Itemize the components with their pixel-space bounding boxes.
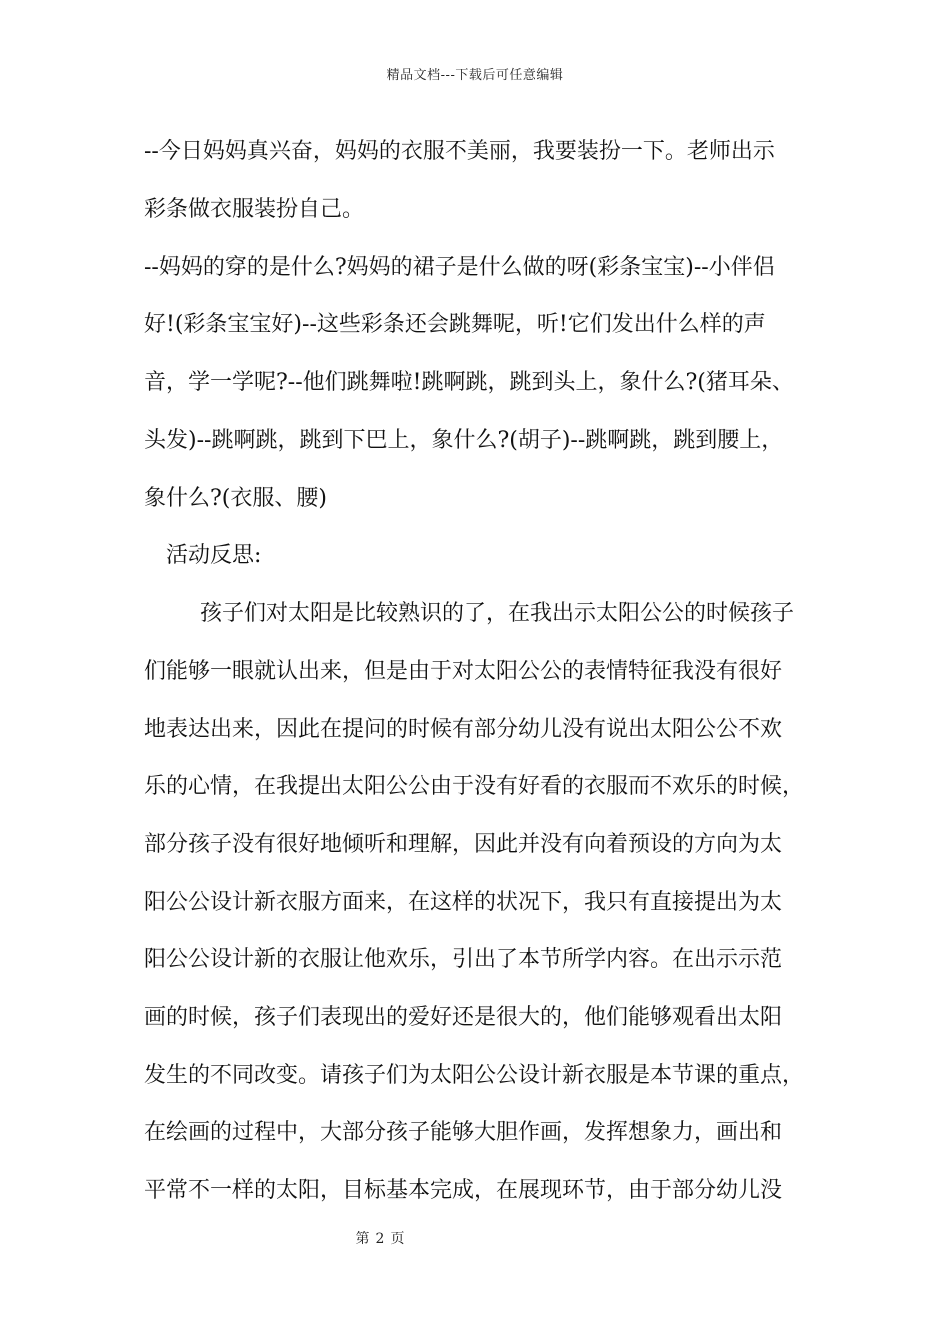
text-line: 阳公公设计新衣服方面来，在这样的状况下，我只有直接提出为太 [144, 890, 783, 915]
text-line: 头发)--跳啊跳，跳到下巴上，象什么?(胡子)--跳啊跳，跳到腰上， [144, 428, 784, 453]
text-line: 象什么?(衣服、腰) [144, 486, 327, 511]
text-line: 彩条做衣服装扮自己。 [144, 197, 365, 222]
text-line: 好!(彩条宝宝好)--这些彩条还会跳舞呢，听!它们发出什么样的声 [144, 312, 766, 337]
page-number: 2 [375, 1231, 385, 1247]
text-line: 平常不一样的太阳，目标基本完成，在展现环节，由于部分幼儿没 [144, 1178, 783, 1203]
page-footer [0, 1228, 760, 1248]
page-prefix: 第 [355, 1231, 370, 1247]
text-line: 部分孩子没有很好地倾听和理解，因此并没有向着预设的方向为太 [144, 832, 783, 857]
paragraph-first-line: 孩子们对太阳是比较熟识的了，在我出示太阳公公的时候孩子 [200, 601, 795, 626]
text-line: 音，学一学呢?--他们跳舞啦!跳啊跳，跳到头上，象什么?(猪耳朵、 [144, 370, 794, 395]
text-line: 地表达出来，因此在提问的时候有部分幼儿没有说出太阳公公不欢 [144, 717, 783, 742]
page-suffix: 页 [390, 1231, 405, 1247]
text-line: --妈妈的穿的是什么?妈妈的裙子是什么做的呀(彩条宝宝)--小伴侣 [144, 255, 775, 280]
text-line: 发生的不同改变。请孩子们为太阳公公设计新衣服是本节课的重点， [144, 1063, 805, 1088]
text-line: 画的时候，孩子们表现出的爱好还是很大的，他们能够观看出太阳 [144, 1005, 783, 1030]
section-heading: 活动反思: [166, 543, 262, 568]
page-header: 精品文档---下载后可任意编辑 [386, 68, 564, 83]
text-line: 阳公公设计新的衣服让他欢乐，引出了本节所学内容。在出示示范 [144, 947, 783, 972]
text-line: 们能够一眼就认出来，但是由于对太阳公公的表情特征我没有很好 [144, 659, 783, 684]
text-line: --今日妈妈真兴奋，妈妈的衣服不美丽，我要装扮一下。老师出示 [144, 139, 775, 164]
text-line: 乐的心情，在我提出太阳公公由于没有好看的衣服而不欢乐的时候， [144, 774, 805, 799]
text-line: 在绘画的过程中，大部分孩子能够大胆作画，发挥想象力，画出和 [144, 1120, 783, 1145]
